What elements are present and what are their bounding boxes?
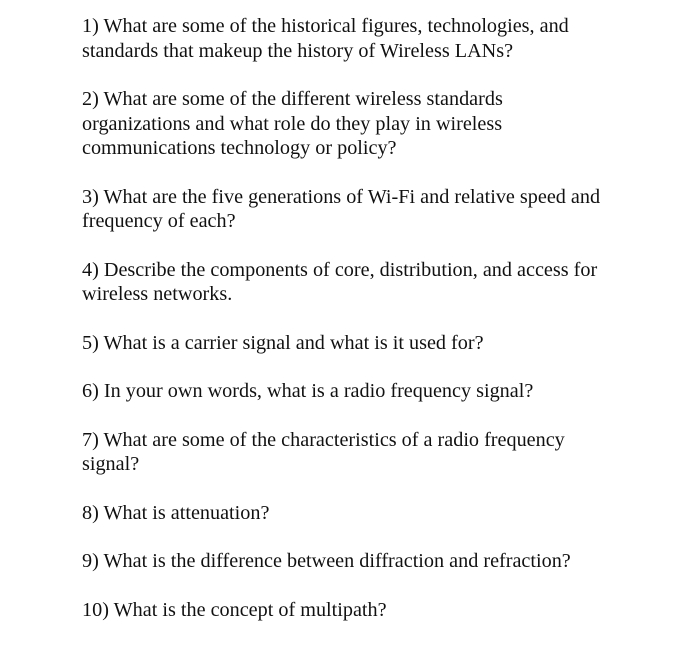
question-5 xyxy=(82,331,630,356)
question-8 xyxy=(82,501,630,526)
question-10-line-1: 10) What is the concept of multipath? xyxy=(82,598,387,621)
question-8-line-1: 8) What is attenuation? xyxy=(82,501,270,524)
question-6 xyxy=(82,379,630,404)
question-3-line-1: 3) What are the five generations of Wi-Fi and relative speed and xyxy=(82,185,601,208)
question-7-line-2: signal? xyxy=(82,453,140,475)
question-10 xyxy=(82,598,630,623)
question-7 xyxy=(82,428,630,477)
question-9-line-1: 9) What is the difference between diffraction and refraction? xyxy=(82,550,571,572)
question-2 xyxy=(82,87,630,161)
question-1-line-1: 1) What are some of the historical figures, technologies, and xyxy=(82,15,569,37)
question-2-line-1: 2) What are some of the different wireless standards xyxy=(82,88,503,110)
question-9 xyxy=(82,549,630,574)
question-4-line-1: 4) Describe the components of core, distribution, and access for xyxy=(82,258,598,281)
question-7-line-1: 7) What are some of the characteristics of a radio frequency xyxy=(82,428,565,451)
question-1 xyxy=(82,14,630,63)
question-1-line-2: standards that makeup the history of Wireless LANs? xyxy=(82,39,514,62)
question-3 xyxy=(82,185,630,234)
question-3-line-2: frequency of each? xyxy=(82,210,236,232)
question-2-line-3: communications technology or policy? xyxy=(82,137,397,159)
question-2-line-2: organizations and what role do they play in wireless xyxy=(82,112,503,135)
question-4 xyxy=(82,258,630,307)
question-4-line-2: wireless networks. xyxy=(82,283,233,305)
question-6-line-1: 6) In your own words, what is a radio frequency signal? xyxy=(82,380,534,402)
question-list xyxy=(82,14,630,646)
question-5-line-1: 5) What is a carrier signal and what is it used for? xyxy=(82,331,484,354)
